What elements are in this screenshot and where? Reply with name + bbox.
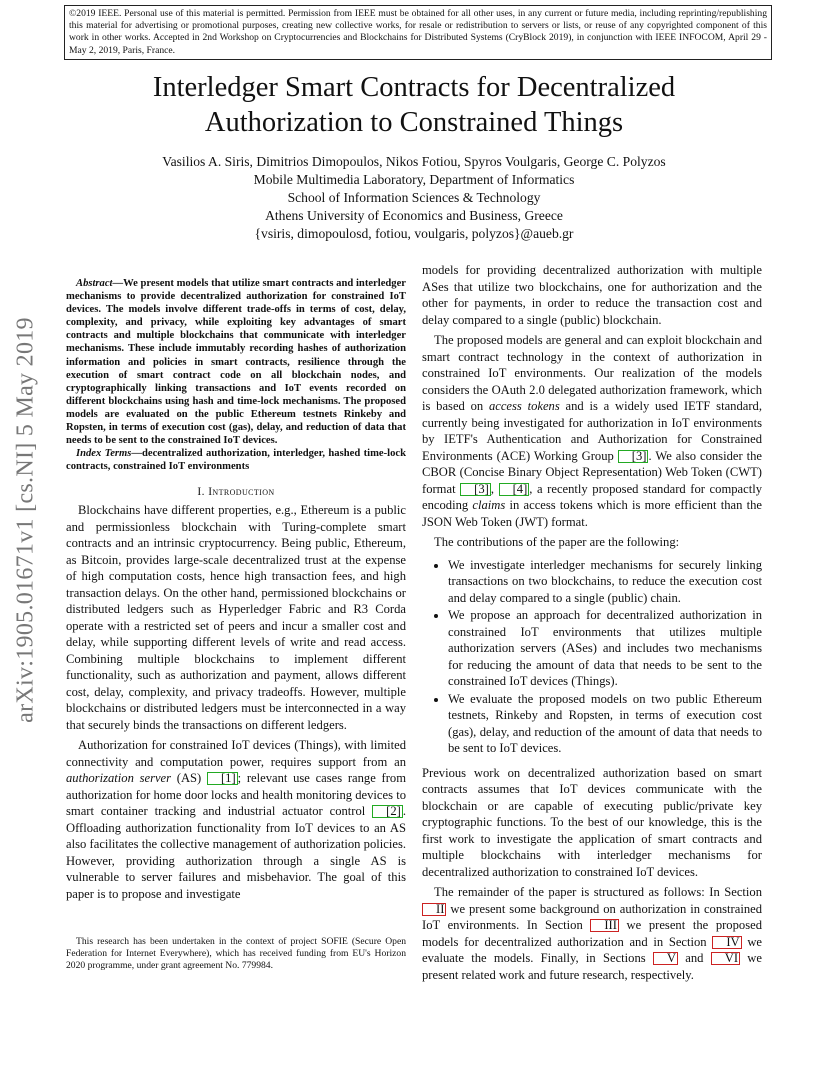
section-number: I. — [197, 486, 209, 499]
text-run: Authorization for constrained IoT devices (Things), with limited connectivity and computation power, requires support from an — [66, 738, 406, 769]
section-link-vi[interactable]: VI — [711, 952, 740, 965]
affiliation-lab: Mobile Multimedia Laboratory, Department of Informatics — [253, 172, 575, 187]
emphasis: authorization server — [66, 771, 172, 786]
intro-paragraph-1: Blockchains have different properties, e.g., Ethereum is a public and permissionless blockchain with Turing-complete smart contracts and an intrinsic cryptocurrency. Being public, Ethereum, as Bitcoin, provides large-scale decentralized trust at the expense of high computation costs, hence high transaction fees, and high transaction delays. On the other hand, permissioned blockchains or distributed ledgers such as Hyperledger Fabric and R3 Corda operate with a restricted set of peers and incur a smaller cost and delay, while supporting different levels of write and read access. Combining multiple blockchains to implement different functionality, such as authorization and payment, allows different cost, delay, complexity, and privacy tradeoffs. However, multiple blockchains or distributed ledgers must be interconnected in a way that securely binds the transactions on different ledgers. — [66, 503, 406, 732]
text-run: we evaluate the models. Finally, in Sections — [422, 934, 762, 965]
abstract-label: Abstract — [76, 278, 113, 289]
text-run: , a recently proposed standard for compactly encoding — [422, 481, 763, 512]
section-link-iv[interactable]: IV — [712, 936, 741, 949]
author-emails: {vsiris, dimopoulosd, fotiou, voulgaris, polyzos}@aueb.gr — [254, 226, 574, 241]
copyright-notice: ©2019 IEEE. Personal use of this material is permitted. Permission from IEEE must be obtained for all other uses, in any current or future media, including reprinting/republishing this material for advertising or promotional purposes, creating new collective works, for resale or redistribution to servers or lists, or reuse of any copyrighted component of this work in other works. Accepted in 2nd Workshop on Cryptocurrencies and Blockchains for Distributed Systems (CryBlock 2019), in conjunction with IEEE INFOCOM, April 29 - May 2, 2019, Paris, France. — [64, 5, 772, 60]
emphasis: claims — [472, 498, 506, 512]
arxiv-watermark — [6, 290, 46, 750]
citation-link-4[interactable]: [4] — [499, 483, 530, 496]
right-column — [422, 262, 762, 987]
affiliation-school: School of Information Sciences & Technology — [287, 190, 541, 205]
text-run: . Offloading authorization functionality from IoT devices to an AS also facilitates the collective management of authorization policies. However, providing authorization through a single AS is vulnerable to server failures and misbehavior. The goal of this paper is to propose and investigate — [66, 804, 406, 901]
structure-paragraph — [422, 884, 762, 983]
funding-footnote: This research has been undertaken in the context of project SOFIE (Secure Open Federation for Internet Everywhere), which has received funding from EU's Horizon 2020 programme, under grant agreement No. 779984. — [66, 936, 406, 971]
text-run: , — [490, 481, 499, 496]
text-run: we present some background on authorization in constrained IoT environments. In Section — [422, 901, 762, 932]
index-terms — [66, 447, 406, 473]
text-run: and — [678, 951, 711, 965]
contributions-intro: The contributions of the paper are the following: — [434, 535, 680, 549]
previous-work-paragraph: Previous work on decentralized authorization based on smart contracts assumes that IoT devices communicate with the blockchain or are capable of executing public/private key cryptographic functions. To the best of our knowledge, this is the first work to investigate the application of smart contracts and multiple blockchains with interledger mechanisms for decentralized authorization to constrained IoT devices. — [422, 765, 762, 879]
abstract-text: —We present models that utilize smart contracts and interledger mechanisms to provide decentralized authorization for constrained IoT devices. The models involve different trade-offs in terms of cost, delay, complexity, and privacy, while exploiting key advantages of smart contracts and multiple blockchains that communicate with interledger mechanisms. These include immutably recording hashes of authorization information and policies in smart contracts, resilience through the execution of smart contract code on all blockchain nodes, and cryptographically linking transactions and IoT events recorded on different blockchains using hash and time-lock mechanisms. The proposed models are evaluated on the public Ethereum testnets Rinkeby and Ropsten, in terms of execution cost (gas), delay, and reduction of data that needs to be sent to the constrained IoT devices. — [66, 278, 406, 447]
author-block — [60, 153, 768, 243]
author-names: Vasilios A. Siris, Dimitrios Dimopoulos, Nikos Fotiou, Spyros Voulgaris, George C. Polyzos — [162, 154, 666, 169]
continued-paragraph: models for providing decentralized authorization with multiple ASes that utilize two blockchains, one for authorization and the other for payments, in order to reduce the transaction cost and delay compared to a single (public) blockchain. — [422, 263, 762, 327]
left-column — [66, 277, 406, 906]
emphasis: access tokens — [488, 399, 560, 413]
text-run: The proposed models are general and can exploit blockchain and smart contract technology in the context of authorization in constrained IoT environments. Our realization of the models considers the OAuth 2.0 delegated authorization framework, which is based on — [422, 333, 762, 413]
citation-link-3[interactable]: [3] — [618, 450, 649, 463]
paper-title — [60, 70, 768, 140]
text-run: . We also consider the CBOR (Concise Binary Object Representation) Web Token (CWT) format — [422, 448, 762, 496]
models-paragraph — [422, 332, 762, 530]
text-run: and is a widely used IETF standard, currently being investigated for authorization in IoT environments by IETF's Authentication and Authorization for Constrained Environments (ACE) Working Group — [422, 399, 762, 463]
text-run: we present related work and future research, respectively. — [422, 951, 762, 982]
footnote-rule — [66, 931, 136, 932]
citation-link-3b[interactable]: [3] — [460, 483, 491, 496]
contribution-item: • We evaluate the proposed models on two public Ethereum testnets, Rinkeby and Ropsten, in terms of execution cost (gas), delay, and reduction of the amount of data that needs to be sent to IoT devices. — [448, 691, 762, 757]
title-line-1: Interledger Smart Contracts for Decentralized — [152, 72, 676, 103]
affiliation-university: Athens University of Economics and Business, Greece — [265, 208, 563, 223]
text-run: in access tokens which is more efficient than the JSON Web Token (JWT) format. — [422, 498, 762, 529]
section-link-iii[interactable]: III — [590, 919, 619, 932]
section-link-ii[interactable]: II — [422, 903, 446, 916]
contributions-list — [422, 557, 762, 757]
abstract — [66, 277, 406, 447]
contribution-item: • We investigate interledger mechanisms for securely linking transactions on two blockchains, to reduce the execution cost and delay compared to a single (public) chain. — [448, 557, 762, 607]
section-heading-introduction — [66, 486, 406, 498]
text-run: we present the proposed models for decentralized authorization and in Section — [422, 918, 762, 949]
title-line-2: Authorization to Constrained Things — [204, 107, 624, 138]
contribution-item: • We propose an approach for decentralized authorization in constrained IoT environments that utilizes multiple authorization servers (ASes) and includes two mechanisms for reducing the amount of data that needs to be sent to the constrained IoT devices (Things). — [448, 607, 762, 690]
section-title: Introduction — [208, 486, 275, 499]
citation-link-1[interactable]: [1] — [207, 772, 238, 785]
arxiv-identifier: arXiv:1905.01671v1 [cs.NI] 5 May 2019 — [12, 317, 39, 723]
section-link-v[interactable]: V — [653, 952, 678, 965]
citation-link-2[interactable]: [2] — [372, 805, 403, 818]
text-run: The remainder of the paper is structured as follows: In Section — [434, 885, 762, 899]
index-terms-label: Index Terms — [76, 448, 132, 460]
index-terms-text: —decentralized authorization, interledger, hashed time-lock contracts, constrained IoT environments — [66, 448, 406, 473]
intro-paragraph-2 — [66, 737, 406, 902]
text-run: ; relevant use cases range from authorization for home door locks and health monitoring devices to smart container tracking and industrial actuator control — [66, 771, 406, 819]
text-run: (AS) — [171, 771, 207, 786]
